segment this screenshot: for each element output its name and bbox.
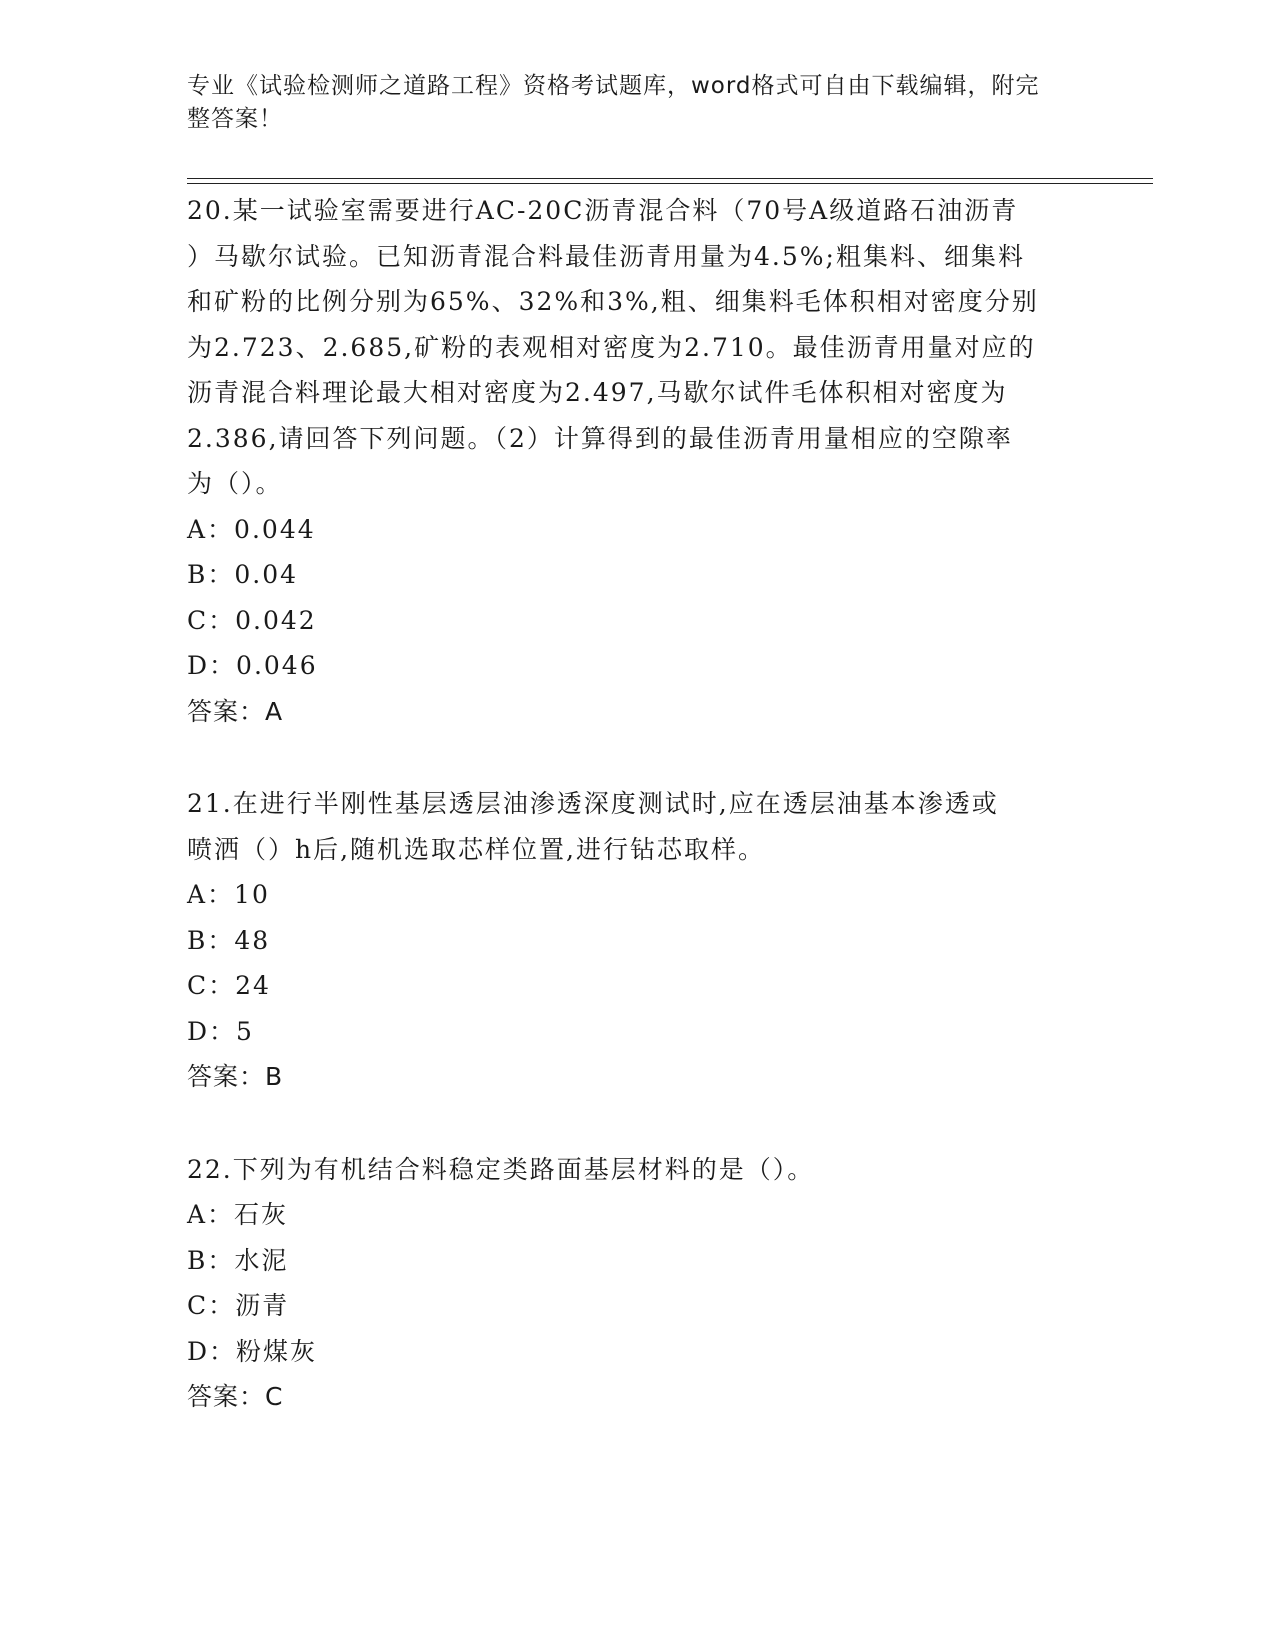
question-stem-line: 20.某一试验室需要进行AC-20C沥青混合料（70号A级道路石油沥青 <box>187 196 1019 225</box>
question-stem-line: 22.下列为有机结合料稳定类路面基层材料的是（）。 <box>187 1154 815 1184</box>
question-stem-line: 喷洒（）h后,随机选取芯样位置,进行钻芯取样。 <box>187 834 765 864</box>
option-c: C：24 <box>187 971 271 1000</box>
header-line-2: 整答案！ <box>187 106 283 132</box>
document-header <box>187 70 1067 136</box>
header-divider-bottom <box>187 183 1153 184</box>
question-spacer <box>187 1100 1087 1147</box>
option-a: A：0.044 <box>187 514 316 544</box>
header-line-1: 专业《试验检测师之道路工程》资格考试题库，word格式可自由下载编辑，附完 <box>187 73 1040 99</box>
question-stem-line: 沥青混合料理论最大相对密度为2.497,马歇尔试件毛体积相对密度为 <box>187 378 1008 407</box>
option-a: A：10 <box>187 880 270 909</box>
question-stem-line: 和矿粉的比例分别为65%、32%和3%,粗、细集料毛体积相对密度分别 <box>187 287 1039 316</box>
option-a: A：石灰 <box>187 1200 289 1229</box>
question-stem-line: 21.在进行半刚性基层透层油渗透深度测试时,应在透层油基本渗透或 <box>187 789 999 818</box>
question-stem-line: 为2.723、2.685,矿粉的表观相对密度为2.710。最佳沥青用量对应的 <box>187 332 1036 362</box>
answer-line: 答案：A <box>187 696 284 726</box>
option-c: C：0.042 <box>187 605 317 635</box>
question-21 <box>187 781 1087 1100</box>
question-spacer <box>187 734 1087 781</box>
question-stem-line: 为（）。 <box>187 469 283 498</box>
option-d: D：5 <box>187 1016 254 1046</box>
option-b: B：水泥 <box>187 1245 289 1275</box>
answer-line: 答案：B <box>187 1062 284 1091</box>
answer-line: 答案：C <box>187 1382 284 1411</box>
question-22 <box>187 1147 1087 1420</box>
option-b: B：0.04 <box>187 560 299 589</box>
option-b: B：48 <box>187 925 271 955</box>
question-stem-line: 2.386,请回答下列问题。（2）计算得到的最佳沥青用量相应的空隙率 <box>187 423 1013 453</box>
question-20 <box>187 188 1087 734</box>
header-divider-top <box>187 178 1153 179</box>
question-list <box>187 188 1087 1420</box>
question-stem-line: ）马歇尔试验。已知沥青混合料最佳沥青用量为4.5%;粗集料、细集料 <box>187 241 1025 271</box>
option-c: C：沥青 <box>187 1291 290 1320</box>
option-d: D：粉煤灰 <box>187 1336 318 1366</box>
option-d: D：0.046 <box>187 651 318 680</box>
